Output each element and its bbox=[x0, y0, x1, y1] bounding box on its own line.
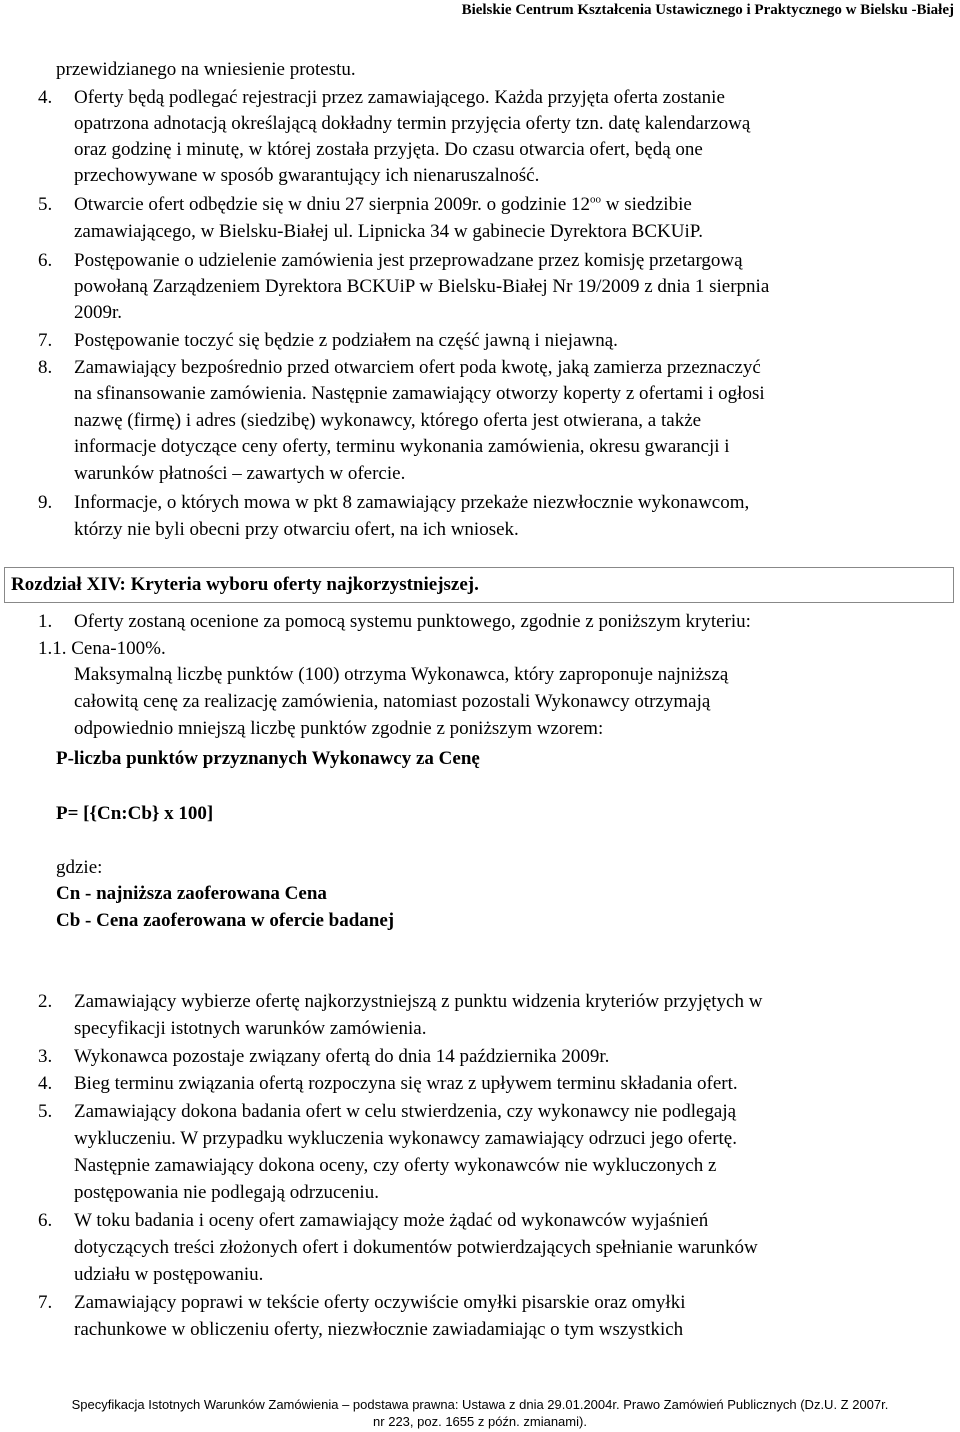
list-item-line: Bieg terminu związania ofertą rozpoczyna się wraz z upływem terminu składania ofert. bbox=[74, 1073, 738, 1094]
list-number: 7. bbox=[38, 330, 53, 351]
list-item-line: informacje dotyczące ceny oferty, terminu wykonania zamówienia, okresu gwarancji i bbox=[74, 436, 730, 457]
list-item-line: Oferty zostaną ocenione za pomocą systemu punktowego, zgodnie z poniższym kryteriu: bbox=[74, 611, 751, 632]
time-superscript: oo bbox=[590, 193, 602, 206]
list-item-line: opatrzona adnotacją określającą dokładny termin przyjęcia oferty tzn. datę kalendarzową bbox=[74, 113, 751, 134]
list-item-line: Postępowanie o udzielenie zamówienia jest przeprowadzane przez komisję przetargową bbox=[74, 250, 743, 271]
list-number: 6. bbox=[38, 250, 53, 271]
criterion-description: całowitą cenę za realizację zamówienia, natomiast pozostali Wykonawcy otrzymają bbox=[74, 691, 711, 712]
list-number: 7. bbox=[38, 1292, 53, 1313]
list-number: 9. bbox=[38, 492, 53, 513]
formula: P= [{Cn:Cb} x 100] bbox=[56, 803, 214, 824]
criterion-label: 1.1. Cena-100%. bbox=[38, 638, 166, 659]
list-item-line: wykluczeniu. W przypadku wykluczenia wykonawcy zamawiający odrzuci jego ofertę. bbox=[74, 1128, 737, 1149]
list-number: 5. bbox=[38, 1101, 53, 1122]
continuation-line: przewidzianego na wniesienie protestu. bbox=[56, 59, 356, 80]
list-item-line: nazwę (firmę) i adres (siedzibę) wykonawcy, którego oferta jest otwierana, a także bbox=[74, 410, 702, 431]
list-item-line: zamawiającego, w Bielsku-Białej ul. Lipnicka 34 w gabinecie Dyrektora BCKUiP. bbox=[74, 221, 703, 242]
list-item-line: Oferty będą podlegać rejestracji przez zamawiającego. Każda przyjęta oferta zostanie bbox=[74, 87, 725, 108]
chapter-title: Rozdział XIV: Kryteria wyboru oferty najkorzystniejszej. bbox=[11, 574, 479, 595]
list-item-line: 2009r. bbox=[74, 302, 123, 323]
list-item-line: Postępowanie toczyć się będzie z podziałem na część jawną i niejawną. bbox=[74, 330, 618, 351]
criterion-description: odpowiednio mniejszą liczbę punktów zgodnie z poniższym wzorem: bbox=[74, 718, 604, 739]
formula-cb: Cb - Cena zaoferowana w ofercie badanej bbox=[56, 910, 395, 931]
page-footer-line: nr 223, poz. 1655 z późn. zmianami). bbox=[373, 1414, 587, 1429]
list-item-line: specyfikacji istotnych warunków zamówienia. bbox=[74, 1018, 427, 1039]
list-number: 8. bbox=[38, 357, 53, 378]
list-item-line: Zamawiający dokona badania ofert w celu stwierdzenia, czy wykonawcy nie podlegają bbox=[74, 1101, 737, 1122]
list-number: 3. bbox=[38, 1046, 53, 1067]
list-item-line: udziału w postępowaniu. bbox=[74, 1264, 264, 1285]
running-header: Bielskie Centrum Kształcenia Ustawicznego i Praktycznego w Bielsku -Białej bbox=[461, 2, 954, 18]
list-number: 4. bbox=[38, 1073, 53, 1094]
formula-label: P-liczba punktów przyznanych Wykonawcy za Cenę bbox=[56, 748, 480, 769]
page-footer-line: Specyfikacja Istotnych Warunków Zamówienia – podstawa prawna: Ustawa z dnia 29.01.2004r. Prawo Zamówień Publicznych (Dz.U. Z 2007r. bbox=[71, 1397, 889, 1412]
list-item-line: warunków płatności – zawartych w ofercie. bbox=[74, 463, 406, 484]
list-item-line: powołaną Zarządzeniem Dyrektora BCKUiP w Bielsku-Białej Nr 19/2009 z dnia 1 sierpnia bbox=[74, 276, 770, 297]
list-number: 5. bbox=[38, 194, 53, 215]
list-item-line: Zamawiający bezpośrednio przed otwarciem ofert poda kwotę, jaką zamierza przeznaczyć bbox=[74, 357, 761, 378]
list-item-line: postępowania nie podlegają odrzuceniu. bbox=[74, 1182, 379, 1203]
formula-cn: Cn - najniższa zaoferowana Cena bbox=[56, 883, 327, 904]
list-item-line: dotyczących treści złożonych ofert i dokumentów potwierdzających spełnianie warunków bbox=[74, 1237, 758, 1258]
criterion-description: Maksymalną liczbę punktów (100) otrzyma Wykonawca, który zaproponuje najniższą bbox=[74, 664, 729, 685]
list-item-line: Otwarcie ofert odbędzie się w dniu 27 sierpnia 2009r. o godzinie $12^{oo}$ w siedzibie bbox=[74, 193, 692, 215]
list-item-line: rachunkowe w obliczeniu oferty, niezwłocznie zawiadamiając o tym wszystkich bbox=[74, 1319, 684, 1340]
list-item-line: oraz godzinę i minutę, w której została przyjęta. Do czasu otwarcia ofert, będą one bbox=[74, 139, 703, 160]
list-number: 2. bbox=[38, 991, 53, 1012]
formula-where: gdzie: bbox=[56, 857, 103, 878]
list-number: 1. bbox=[38, 611, 53, 632]
chapter-heading-box bbox=[4, 567, 954, 603]
list-item-line: Następnie zamawiający dokona oceny, czy oferty wykonawców nie wykluczonych z bbox=[74, 1155, 717, 1176]
list-item-line: Informacje, o których mowa w pkt 8 zamawiający przekaże niezwłocznie wykonawcom, bbox=[74, 492, 750, 513]
list-item-line: którzy nie byli obecni przy otwarciu ofert, na ich wniosek. bbox=[74, 519, 519, 540]
list-item-line: W toku badania i oceny ofert zamawiający może żądać od wykonawców wyjaśnień bbox=[74, 1210, 709, 1231]
list-number: 6. bbox=[38, 1210, 53, 1231]
list-item-line: Zamawiający poprawi w tekście oferty oczywiście omyłki pisarskie oraz omyłki bbox=[74, 1292, 686, 1313]
list-item-line: przechowywane w sposób gwarantujący ich nienaruszalność. bbox=[74, 165, 540, 186]
list-number: 4. bbox=[38, 87, 53, 108]
list-item-line: na sfinansowanie zamówienia. Następnie zamawiający otworzy koperty z ofertami i ogłosi bbox=[74, 383, 765, 404]
list-item-line: Zamawiający wybierze ofertę najkorzystniejszą z punktu widzenia kryteriów przyjętych w bbox=[74, 991, 763, 1012]
list-item-line: Wykonawca pozostaje związany ofertą do dnia 14 października 2009r. bbox=[74, 1046, 610, 1067]
